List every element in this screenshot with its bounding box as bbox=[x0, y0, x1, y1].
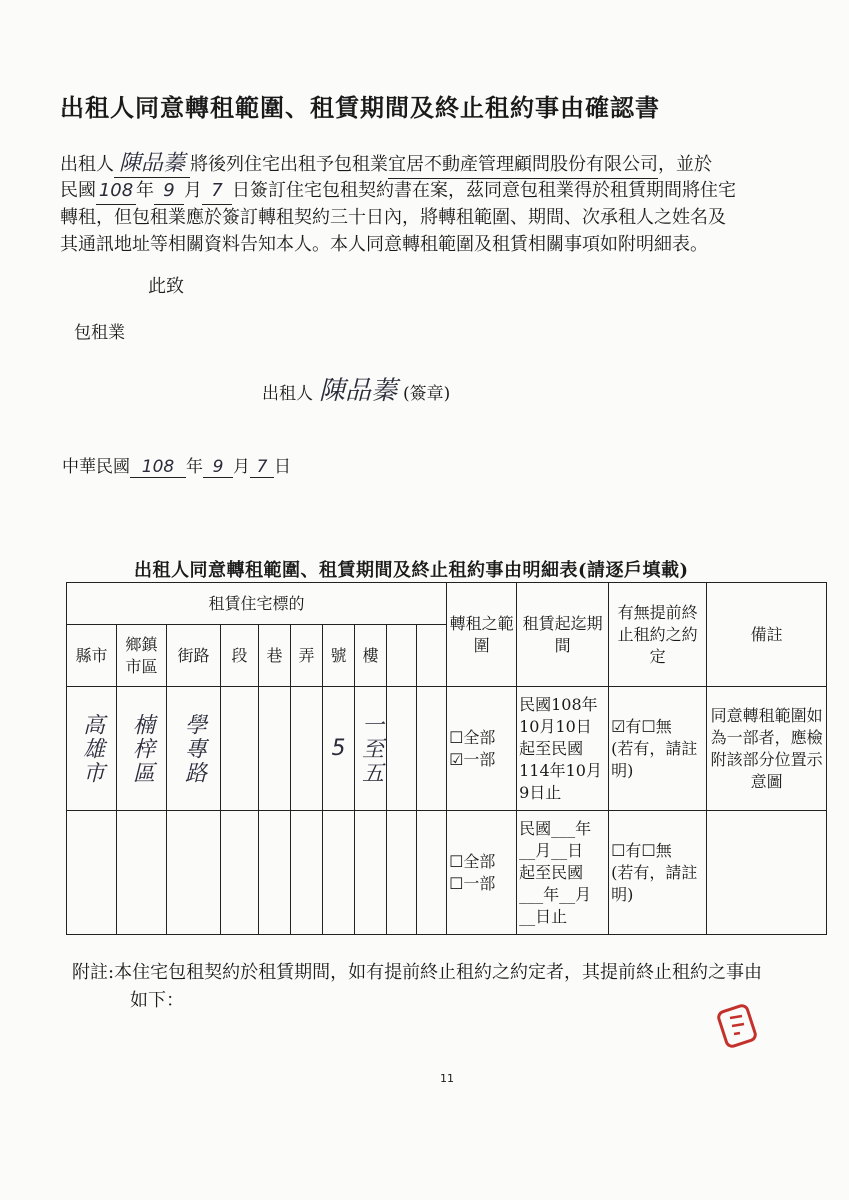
header-road: 街路 bbox=[167, 625, 221, 687]
header-section: 段 bbox=[221, 625, 259, 687]
date-year: 108 bbox=[130, 457, 186, 478]
landlord-signature: 陳品蓁 bbox=[319, 376, 398, 406]
row1-period: 民國108年 10月10日 起至民國 114年10月 9日止 bbox=[517, 687, 609, 811]
paragraph-line-3: 轉租，但包租業應於簽訂轉租契約三十日內，將轉租範圍、期間、次承租人之姓名及 bbox=[60, 207, 726, 228]
document-title: 出租人同意轉租範圍、租賃期間及終止租約事由確認書 bbox=[60, 93, 660, 122]
header-scope: 轉租之範圍 bbox=[447, 583, 517, 687]
date-day: 7 bbox=[250, 457, 274, 478]
group-header-cell: 租賃住宅標的 bbox=[67, 583, 447, 625]
header-floor: 樓 bbox=[355, 625, 387, 687]
signature-label: 出租人 bbox=[262, 384, 313, 404]
contract-month: 9 bbox=[154, 177, 184, 205]
row1-road: 學專路 bbox=[181, 712, 207, 785]
row1-scope-all: ☐全部 bbox=[449, 727, 496, 747]
contract-day: 7 bbox=[202, 177, 232, 205]
signature-suffix: (簽章) bbox=[403, 384, 451, 404]
row1-city: 高雄市 bbox=[79, 712, 105, 785]
date-month: 9 bbox=[203, 457, 233, 478]
page-number: 11 bbox=[440, 1072, 454, 1085]
company-name: 宜居不動產管理顧問股份有限公司 bbox=[388, 151, 658, 179]
date-line: 中華民國 108 年 9 月 7 日 bbox=[62, 457, 291, 477]
row1-remark: 同意轉租範圍如為一部者，應檢附該部分位置示意圖 bbox=[707, 687, 827, 811]
row1-floor: 一至五 bbox=[358, 712, 384, 785]
sublease-detail-table bbox=[66, 582, 827, 935]
header-alley: 弄 bbox=[291, 625, 323, 687]
header-period: 租賃起迄期間 bbox=[517, 583, 609, 687]
row1-district: 楠梓區 bbox=[129, 712, 155, 785]
row1-early-termination: ☑有☐無 (若有，請註明) bbox=[609, 687, 707, 811]
paragraph-line-1: 出租人 陳品蓁 將後列住宅出租予包租業宜居不動產管理顧問股份有限公司，並於 bbox=[60, 150, 820, 177]
footnote-continuation: 如下： bbox=[130, 990, 184, 1011]
table-row bbox=[67, 811, 827, 935]
landlord-name-handwritten: 陳品蓁 bbox=[114, 150, 190, 178]
footnote: 附註:本住宅包租契約於租賃期間，如有提前終止租約之約定者，其提前終止租約之事由 bbox=[72, 962, 763, 983]
recipient-label: 包租業 bbox=[74, 323, 125, 343]
header-early-termination: 有無提前終止租約之約定 bbox=[609, 583, 707, 687]
table-title: 出租人同意轉租範圍、租賃期間及終止租約事由明細表(請逐戶填載) bbox=[134, 560, 689, 581]
signature-line bbox=[262, 370, 450, 407]
header-city: 縣市 bbox=[67, 625, 117, 687]
row1-number: 5 bbox=[323, 687, 355, 811]
header-number: 號 bbox=[323, 625, 355, 687]
row2-early-termination: ☐有☐無 (若有，請註明) bbox=[609, 811, 707, 935]
consent-paragraph bbox=[60, 150, 820, 258]
row2-period: 民國___年 __月__日 起至民國 ___年__月 __日止 bbox=[517, 811, 609, 935]
header-remark: 備註 bbox=[707, 583, 827, 687]
row2-scope: ☐全部 ☐一部 bbox=[447, 811, 517, 935]
header-lane: 巷 bbox=[259, 625, 291, 687]
table-row bbox=[67, 687, 827, 811]
contract-year: 108 bbox=[96, 177, 136, 205]
row1-scope bbox=[447, 687, 517, 811]
row1-scope-part: ☑一部 bbox=[449, 749, 496, 769]
red-seal-stamp-icon bbox=[714, 1002, 760, 1050]
paragraph-line-4: 其通訊地址等相關資料告知本人。本人同意轉租範圍及租賃相關事項如附明細表。 bbox=[60, 234, 708, 255]
closing-phrase: 此致 bbox=[148, 276, 184, 297]
paragraph-line-2: 民國 108 年 9 月 7 日簽訂住宅包租契約書在案，茲同意包租業得於租賃期間將住宅 bbox=[60, 177, 820, 204]
header-district: 鄉鎮市區 bbox=[117, 625, 167, 687]
